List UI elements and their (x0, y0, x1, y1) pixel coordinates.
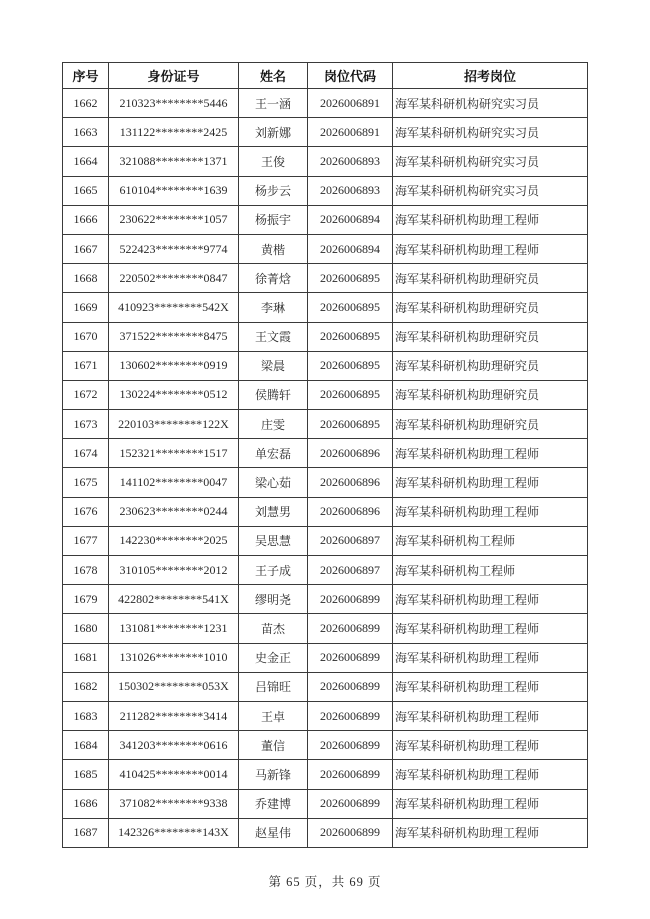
table-row (63, 234, 588, 263)
cell-job-title: 海军某科研机构助理工程师 (393, 205, 588, 234)
table-row (63, 205, 588, 234)
cell-serial: 1681 (63, 643, 109, 672)
header-row (63, 63, 588, 89)
cell-name: 苗杰 (239, 614, 308, 643)
cell-job-title: 海军某科研机构研究实习员 (393, 176, 588, 205)
cell-name: 王卓 (239, 701, 308, 730)
cell-job-title: 海军某科研机构助理工程师 (393, 760, 588, 789)
table-row (63, 701, 588, 730)
cell-job-code: 2026006896 (308, 497, 393, 526)
cell-id-number: 321088********1371 (109, 147, 239, 176)
table-row (63, 556, 588, 585)
cell-serial: 1673 (63, 410, 109, 439)
cell-id-number: 150302********053X (109, 672, 239, 701)
table-row (63, 89, 588, 118)
cell-serial: 1679 (63, 585, 109, 614)
table-row (63, 614, 588, 643)
cell-id-number: 210323********5446 (109, 89, 239, 118)
cell-id-number: 422802********541X (109, 585, 239, 614)
cell-id-number: 371522********8475 (109, 322, 239, 351)
cell-id-number: 131081********1231 (109, 614, 239, 643)
cell-serial: 1663 (63, 118, 109, 147)
cell-name: 刘新娜 (239, 118, 308, 147)
cell-job-code: 2026006891 (308, 118, 393, 147)
cell-job-title: 海军某科研机构工程师 (393, 556, 588, 585)
cell-serial: 1672 (63, 380, 109, 409)
cell-serial: 1685 (63, 760, 109, 789)
cell-name: 刘慧男 (239, 497, 308, 526)
cell-job-code: 2026006896 (308, 439, 393, 468)
cell-job-title: 海军某科研机构助理研究员 (393, 380, 588, 409)
cell-job-title: 海军某科研机构助理研究员 (393, 410, 588, 439)
table-body (63, 89, 588, 848)
cell-job-title: 海军某科研机构助理工程师 (393, 497, 588, 526)
table-row (63, 526, 588, 555)
cell-name: 梁心茹 (239, 468, 308, 497)
cell-serial: 1670 (63, 322, 109, 351)
cell-job-title: 海军某科研机构助理研究员 (393, 293, 588, 322)
col-header-serial: 序号 (63, 63, 109, 89)
cell-name: 徐菁焓 (239, 264, 308, 293)
cell-job-title: 海军某科研机构研究实习员 (393, 147, 588, 176)
cell-job-title: 海军某科研机构助理工程师 (393, 701, 588, 730)
table-row (63, 264, 588, 293)
cell-job-title: 海军某科研机构助理工程师 (393, 585, 588, 614)
cell-name: 单宏磊 (239, 439, 308, 468)
cell-id-number: 142326********143X (109, 818, 239, 847)
cell-name: 吕锦旺 (239, 672, 308, 701)
recruitment-roster-table (62, 62, 588, 848)
cell-job-title: 海军某科研机构助理工程师 (393, 818, 588, 847)
cell-job-title: 海军某科研机构助理研究员 (393, 322, 588, 351)
col-header-id-number: 身份证号 (109, 63, 239, 89)
cell-id-number: 410425********0014 (109, 760, 239, 789)
cell-name: 王文霞 (239, 322, 308, 351)
cell-serial: 1680 (63, 614, 109, 643)
cell-job-code: 2026006895 (308, 322, 393, 351)
cell-id-number: 130224********0512 (109, 380, 239, 409)
cell-serial: 1667 (63, 234, 109, 263)
cell-id-number: 371082********9338 (109, 789, 239, 818)
cell-job-code: 2026006899 (308, 789, 393, 818)
cell-job-title: 海军某科研机构工程师 (393, 526, 588, 555)
cell-serial: 1687 (63, 818, 109, 847)
cell-id-number: 230623********0244 (109, 497, 239, 526)
cell-id-number: 230622********1057 (109, 205, 239, 234)
cell-job-title: 海军某科研机构研究实习员 (393, 89, 588, 118)
cell-serial: 1664 (63, 147, 109, 176)
cell-name: 李琳 (239, 293, 308, 322)
cell-serial: 1684 (63, 731, 109, 760)
cell-serial: 1682 (63, 672, 109, 701)
cell-job-title: 海军某科研机构助理工程师 (393, 672, 588, 701)
cell-id-number: 220103********122X (109, 410, 239, 439)
cell-id-number: 310105********2012 (109, 556, 239, 585)
cell-serial: 1662 (63, 89, 109, 118)
cell-id-number: 131122********2425 (109, 118, 239, 147)
cell-job-title: 海军某科研机构助理工程师 (393, 643, 588, 672)
cell-job-code: 2026006894 (308, 205, 393, 234)
cell-name: 史金正 (239, 643, 308, 672)
table-row (63, 672, 588, 701)
cell-job-title: 海军某科研机构助理研究员 (393, 351, 588, 380)
col-header-job-title: 招考岗位 (393, 63, 588, 89)
cell-job-code: 2026006896 (308, 468, 393, 497)
table-row (63, 468, 588, 497)
cell-job-code: 2026006899 (308, 614, 393, 643)
cell-serial: 1686 (63, 789, 109, 818)
table-row (63, 322, 588, 351)
table-row (63, 789, 588, 818)
cell-job-code: 2026006899 (308, 585, 393, 614)
table-row (63, 118, 588, 147)
cell-job-code: 2026006895 (308, 410, 393, 439)
col-header-job-code: 岗位代码 (308, 63, 393, 89)
cell-serial: 1674 (63, 439, 109, 468)
cell-serial: 1669 (63, 293, 109, 322)
col-header-name: 姓名 (239, 63, 308, 89)
cell-serial: 1675 (63, 468, 109, 497)
table-row (63, 731, 588, 760)
cell-job-title: 海军某科研机构助理工程师 (393, 731, 588, 760)
cell-name: 赵星伟 (239, 818, 308, 847)
cell-job-code: 2026006895 (308, 293, 393, 322)
table-row (63, 147, 588, 176)
cell-name: 马新锋 (239, 760, 308, 789)
table-row (63, 760, 588, 789)
cell-job-title: 海军某科研机构助理工程师 (393, 468, 588, 497)
cell-job-code: 2026006899 (308, 643, 393, 672)
cell-name: 王一涵 (239, 89, 308, 118)
cell-job-title: 海军某科研机构助理工程师 (393, 614, 588, 643)
table-row (63, 497, 588, 526)
cell-job-code: 2026006891 (308, 89, 393, 118)
cell-id-number: 152321********1517 (109, 439, 239, 468)
table-row (63, 351, 588, 380)
cell-job-title: 海军某科研机构助理工程师 (393, 234, 588, 263)
cell-name: 王俊 (239, 147, 308, 176)
cell-job-title: 海军某科研机构研究实习员 (393, 118, 588, 147)
cell-serial: 1671 (63, 351, 109, 380)
cell-job-code: 2026006897 (308, 526, 393, 555)
cell-job-code: 2026006899 (308, 731, 393, 760)
cell-serial: 1668 (63, 264, 109, 293)
cell-name: 梁晨 (239, 351, 308, 380)
cell-job-title: 海军某科研机构助理研究员 (393, 264, 588, 293)
cell-name: 庄雯 (239, 410, 308, 439)
cell-name: 董信 (239, 731, 308, 760)
table-row (63, 293, 588, 322)
cell-job-code: 2026006899 (308, 818, 393, 847)
cell-job-code: 2026006895 (308, 351, 393, 380)
cell-id-number: 410923********542X (109, 293, 239, 322)
cell-name: 乔建博 (239, 789, 308, 818)
cell-id-number: 141102********0047 (109, 468, 239, 497)
cell-name: 王子成 (239, 556, 308, 585)
table-row (63, 176, 588, 205)
cell-job-code: 2026006893 (308, 147, 393, 176)
cell-job-title: 海军某科研机构助理工程师 (393, 439, 588, 468)
cell-serial: 1683 (63, 701, 109, 730)
cell-job-code: 2026006897 (308, 556, 393, 585)
cell-id-number: 610104********1639 (109, 176, 239, 205)
cell-name: 黄楷 (239, 234, 308, 263)
cell-serial: 1676 (63, 497, 109, 526)
cell-id-number: 341203********0616 (109, 731, 239, 760)
cell-id-number: 131026********1010 (109, 643, 239, 672)
cell-serial: 1678 (63, 556, 109, 585)
cell-job-code: 2026006899 (308, 672, 393, 701)
cell-job-code: 2026006894 (308, 234, 393, 263)
table-row (63, 643, 588, 672)
cell-serial: 1677 (63, 526, 109, 555)
table-row (63, 439, 588, 468)
cell-name: 吴思慧 (239, 526, 308, 555)
page-number: 第 65 页，共 69 页 (268, 875, 382, 889)
cell-job-code: 2026006895 (308, 380, 393, 409)
cell-serial: 1666 (63, 205, 109, 234)
cell-name: 杨步云 (239, 176, 308, 205)
table-row (63, 818, 588, 847)
cell-name: 杨振宇 (239, 205, 308, 234)
cell-job-code: 2026006893 (308, 176, 393, 205)
table-row (63, 380, 588, 409)
cell-id-number: 130602********0919 (109, 351, 239, 380)
cell-id-number: 220502********0847 (109, 264, 239, 293)
cell-name: 侯腾轩 (239, 380, 308, 409)
cell-id-number: 211282********3414 (109, 701, 239, 730)
cell-job-code: 2026006895 (308, 264, 393, 293)
cell-id-number: 522423********9774 (109, 234, 239, 263)
cell-id-number: 142230********2025 (109, 526, 239, 555)
cell-name: 缪明尧 (239, 585, 308, 614)
cell-serial: 1665 (63, 176, 109, 205)
cell-job-code: 2026006899 (308, 701, 393, 730)
table-row (63, 410, 588, 439)
cell-job-title: 海军某科研机构助理工程师 (393, 789, 588, 818)
cell-job-code: 2026006899 (308, 760, 393, 789)
table-row (63, 585, 588, 614)
